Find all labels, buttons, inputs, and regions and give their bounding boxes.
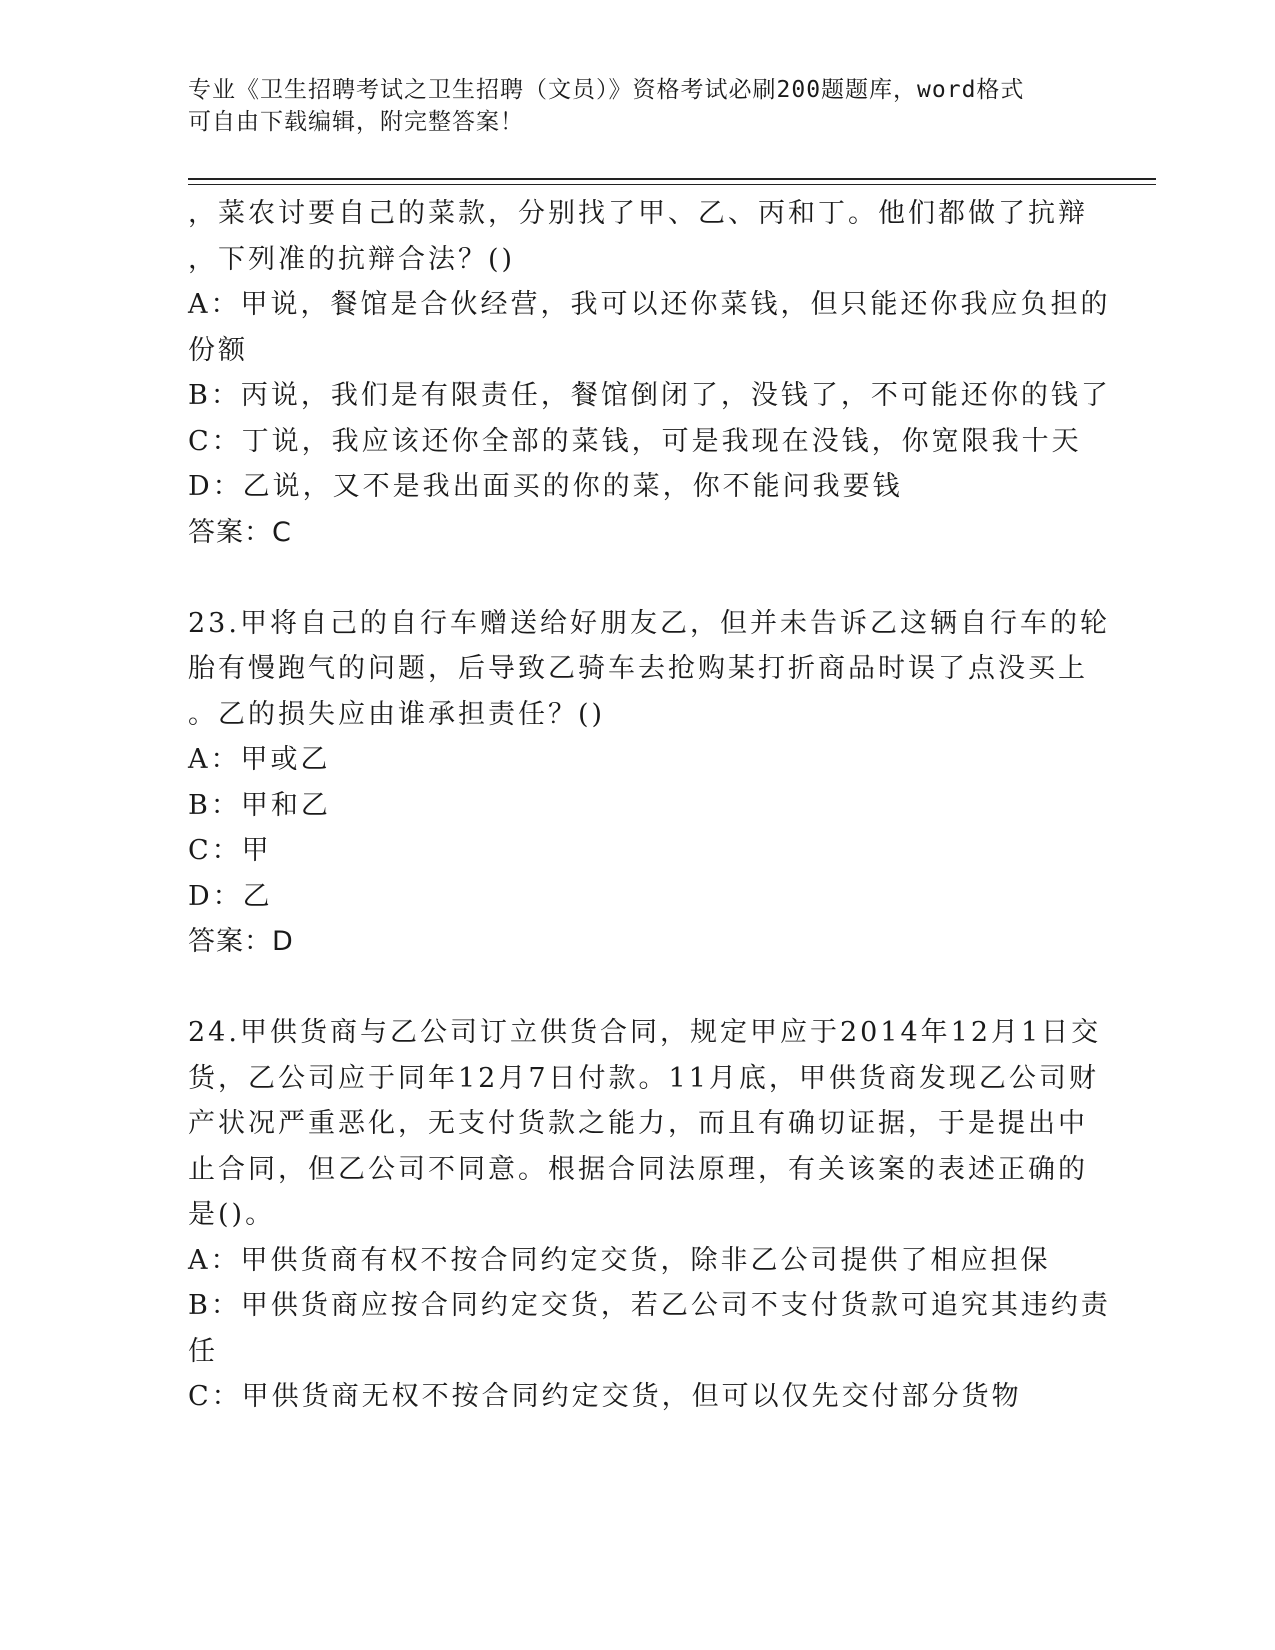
question-stem-line: 。乙的损失应由谁承担责任？() <box>188 698 606 730</box>
option-c: C：丁说，我应该还你全部的菜钱，可是我现在没钱，你宽限我十天 <box>188 425 1082 457</box>
option-a: A：甲或乙 <box>188 744 331 775</box>
option-b: B：丙说，我们是有限责任，餐馆倒闭了，没钱了，不可能还你的钱了 <box>188 380 1111 411</box>
question-stem-line: 产状况严重恶化，无支付货款之能力，而且有确切证据，于是提出中 <box>188 1108 1088 1139</box>
question-stem-line: ，菜农讨要自己的菜款，分别找了甲、乙、丙和丁。他们都做了抗辩 <box>188 198 1088 229</box>
header-divider-thin <box>188 184 1156 185</box>
header-title-line-2: 可自由下载编辑，附完整答案！ <box>188 109 524 135</box>
option-b-line: 任 <box>188 1335 218 1367</box>
option-a-line: A：甲说，餐馆是合伙经营，我可以还你菜钱，但只能还你我应负担的 <box>188 289 1111 320</box>
option-b: B：甲和乙 <box>188 789 331 821</box>
option-b-line: B：甲供货商应按合同约定交货，若乙公司不支付货款可追究其违约责 <box>188 1290 1111 1321</box>
option-d: D：乙 <box>188 880 273 912</box>
option-c: C：甲 <box>188 835 272 866</box>
header-divider-thick <box>188 178 1156 180</box>
header-title-line-1: 专业《卫生招聘考试之卫生招聘（文员）》资格考试必刷200题题库，word格式 <box>188 77 1025 103</box>
question-stem-line: 货，乙公司应于同年12月7日付款。11月底，甲供货商发现乙公司财 <box>188 1062 1099 1094</box>
spacer <box>188 555 1088 601</box>
question-stem-line: 23.甲将自己的自行车赠送给好朋友乙，但并未告诉乙这辆自行车的轮 <box>188 607 1110 639</box>
answer-label: 答案：C <box>188 516 292 548</box>
question-22 <box>188 191 1111 555</box>
question-stem-line: ，下列准的抗辩合法？() <box>188 243 516 275</box>
question-stem-line: 是()。 <box>188 1199 276 1230</box>
document-body <box>188 191 1111 1420</box>
spacer <box>188 965 1088 1011</box>
question-stem-line: 24.甲供货商与乙公司订立供货合同，规定甲应于2014年12月1日交 <box>188 1017 1102 1048</box>
answer-label: 答案：D <box>188 926 294 957</box>
question-24 <box>188 1010 1111 1420</box>
option-a-line: 份额 <box>188 334 248 366</box>
option-d: D：乙说，又不是我出面买的你的菜，你不能问我要钱 <box>188 471 903 502</box>
question-stem-line: 止合同，但乙公司不同意。根据合同法原理，有关该案的表述正确的 <box>188 1153 1088 1185</box>
question-stem-line: 胎有慢跑气的问题，后导致乙骑车去抢购某打折商品时误了点没买上 <box>188 653 1088 684</box>
option-c: C：甲供货商无权不按合同约定交货，但可以仅先交付部分货物 <box>188 1381 1022 1412</box>
question-23 <box>188 601 1110 965</box>
document-header <box>188 74 1088 138</box>
option-a: A：甲供货商有权不按合同约定交货，除非乙公司提供了相应担保 <box>188 1244 1051 1276</box>
